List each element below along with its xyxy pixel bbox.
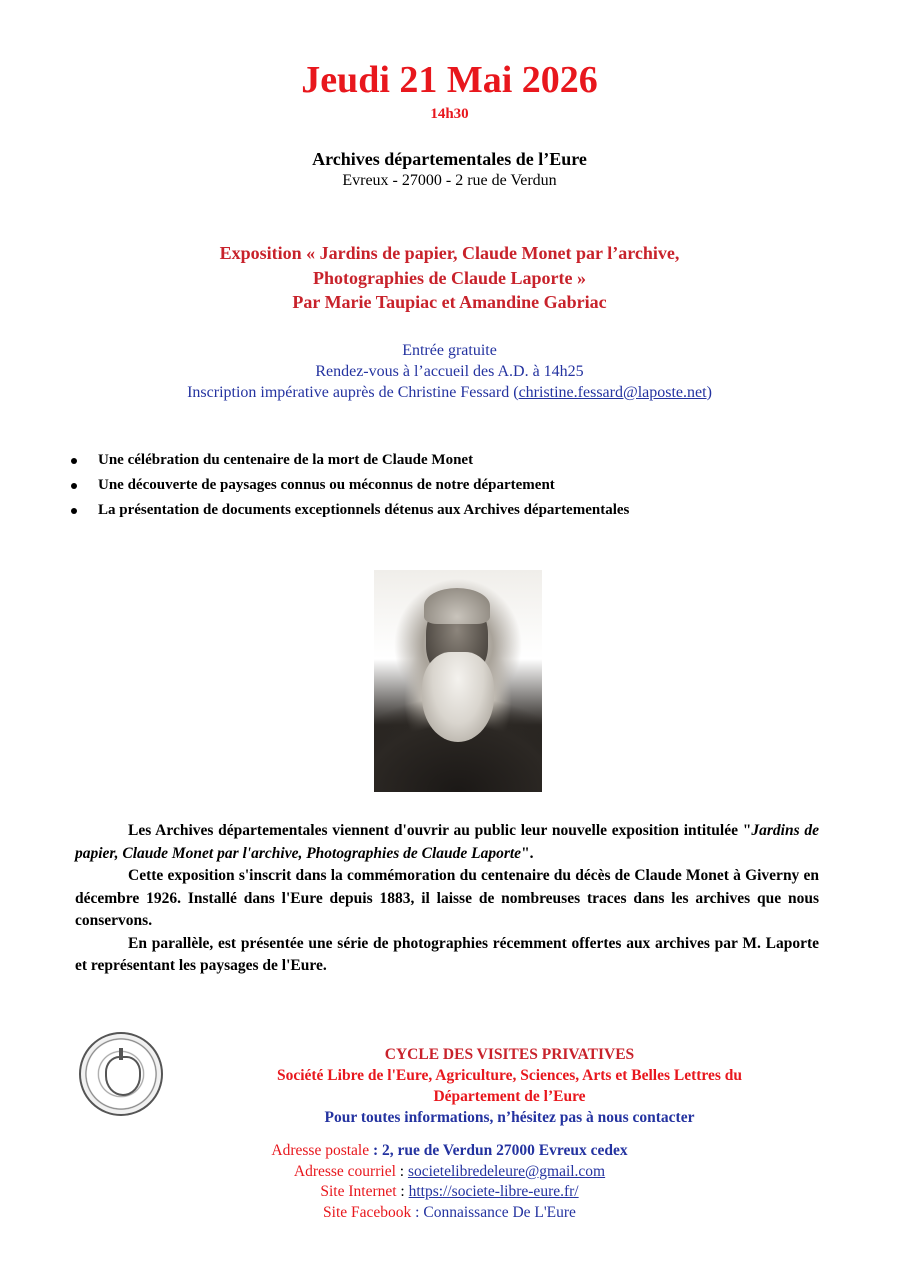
paragraph-1-prefix: Les Archives départementales viennent d'ouvrir au public leur nouvelle exposition intitulée " — [128, 822, 752, 839]
list-item — [68, 448, 629, 473]
portrait-hair — [424, 588, 490, 624]
bullet-icon — [71, 483, 77, 489]
description-text — [75, 820, 819, 978]
paragraph-1 — [75, 820, 819, 865]
event-time: 14h30 — [430, 106, 469, 122]
meeting-info: Rendez-vous à l’accueil des A.D. à 14h25 — [315, 363, 584, 380]
registration-prefix: Inscription impérative auprès de Christine Fessard ( — [187, 384, 519, 401]
registration-suffix: ) — [706, 384, 712, 401]
list-item — [68, 473, 629, 498]
society-email-link[interactable]: societelibredeleure@gmail.com — [407, 1162, 606, 1180]
email-address — [0, 1162, 899, 1183]
list-item-text: Une célébration du centenaire de la mort de Claude Monet — [98, 452, 474, 468]
registration-info — [0, 382, 899, 403]
society-name-line-1: Société Libre de l'Eure, Agriculture, Sciences, Arts et Belles Lettres du — [276, 1067, 743, 1084]
facebook-value: : Connaissance De L'Eure — [411, 1203, 576, 1221]
exhibition-speakers: Par Marie Taupiac et Amandine Gabriac — [292, 292, 607, 312]
paragraph-3: En parallèle, est présentée une série de photographies récemment offertes aux archives par M. Laporte et représentant les paysages de l'Eure. — [75, 934, 819, 974]
society-name-line-2: Département de l’Eure — [433, 1088, 586, 1105]
facebook-label: Site Facebook — [323, 1203, 412, 1221]
site-label: Site Internet — [320, 1183, 397, 1200]
claude-monet-portrait — [374, 570, 542, 792]
paragraph-2: Cette exposition s'inscrit dans la commémoration du centenaire du décès de Claude Monet à Giverny en décembre 1926. Installé dans l'Eure depuis 1883, il laisse de nombreuses traces dans les archives que nous conservons. — [75, 867, 819, 929]
venue-name: Archives départementales de l’Eure — [312, 149, 587, 169]
registration-email-link[interactable]: christine.fessard@laposte.net — [518, 384, 707, 401]
bullet-icon — [71, 508, 77, 514]
website — [0, 1182, 899, 1203]
email-sep: : — [395, 1162, 408, 1180]
list-item — [68, 498, 629, 523]
highlights-list — [68, 448, 629, 523]
portrait-beard — [422, 652, 494, 742]
event-date: Jeudi 21 Mai 2026 — [301, 59, 598, 101]
exhibition-line-2: Photographies de Claude Laporte » — [312, 267, 586, 288]
venue-address: Evreux - 27000 - 2 rue de Verdun — [342, 172, 557, 189]
postal-address — [0, 1141, 899, 1162]
exhibition-line-1: Exposition « Jardins de papier, Claude Monet par l’archive, — [219, 243, 680, 263]
contact-invite: Pour toutes informations, n’hésitez pas à nous contacter — [324, 1109, 695, 1126]
facebook — [0, 1203, 899, 1224]
paragraph-1-suffix: ". — [521, 844, 534, 862]
postal-label: Adresse postale — [271, 1142, 370, 1159]
practical-info — [0, 340, 899, 403]
list-item-text: La présentation de documents exceptionnels détenus aux Archives départementales — [98, 502, 630, 518]
entry-info: Entrée gratuite — [402, 342, 497, 359]
bullet-icon — [71, 458, 77, 464]
website-link[interactable]: https://societe-libre-eure.fr/ — [408, 1183, 579, 1200]
email-label: Adresse courriel — [293, 1162, 396, 1180]
cycle-title: CYCLE DES VISITES PRIVATIVES — [384, 1046, 635, 1063]
list-item-text: Une découverte de paysages connus ou méconnus de notre département — [98, 477, 555, 493]
site-sep: : — [396, 1183, 409, 1200]
exhibition-title-italic: Jardins de papier, Claude Monet par l'archive, Photographies de Claude Laporte — [75, 822, 819, 862]
exhibition-title — [0, 241, 899, 315]
contact-block — [0, 1141, 899, 1223]
postal-value: : 2, rue de Verdun 27000 Evreux cedex — [369, 1142, 628, 1159]
organizer-block — [60, 1044, 899, 1128]
